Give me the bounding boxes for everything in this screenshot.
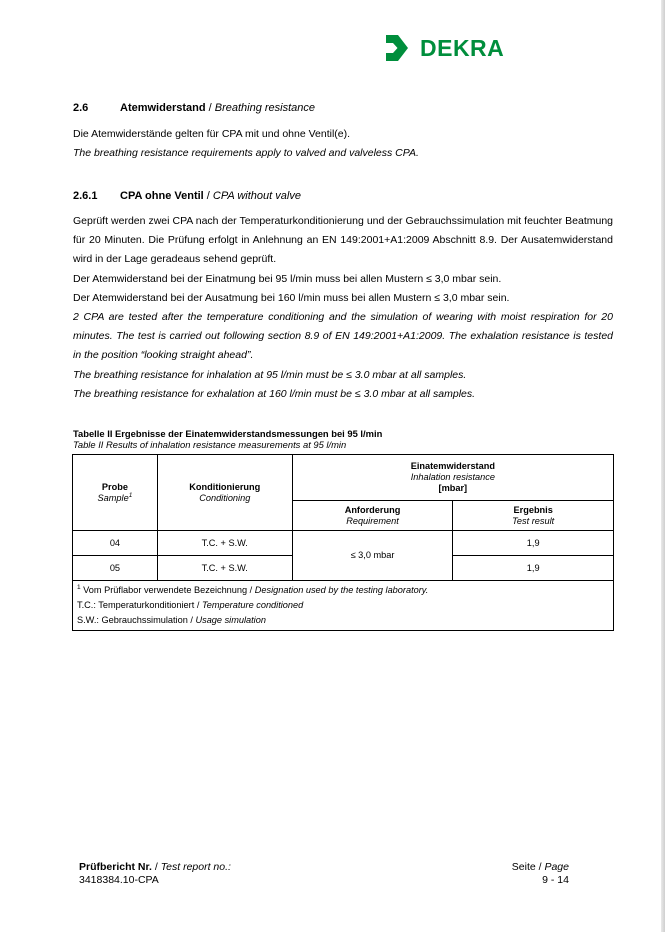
footer-page-info xyxy=(497,861,569,887)
note-usage xyxy=(77,613,609,628)
text-2-6-de: Die Atemwiderstände gelten für CPA mit und ohne Ventil(e). xyxy=(73,128,351,140)
table-caption xyxy=(73,428,382,450)
cell-requirement: ≤ 3,0 mbar xyxy=(292,531,453,581)
header-inhalation-resistance xyxy=(292,455,613,501)
header-requirement-en: Requirement xyxy=(346,515,399,526)
page-label-de: Seite xyxy=(511,861,536,873)
note-designation-en: Designation used by the testing laboratory. xyxy=(254,585,429,595)
title-separator: / xyxy=(203,190,213,202)
cell-result: 1,9 xyxy=(453,556,614,581)
paragraph-2-6-1-de: Geprüft werden zwei CPA nach der Temperaturkonditionierung und der Gebrauchssimulation mit feuchter Beatmung für 20 Minuten. Die Prüfung erfolgt in Anlehnung an EN 149:2001+A1:2009 Abschnitt 8.9. Der Ausatemwiderstand wird in der Lage geradeaus sehend geprüft. xyxy=(73,215,613,266)
section-title-de: CPA ohne Ventil xyxy=(120,190,204,202)
footer-page-label xyxy=(497,861,569,874)
cell-sample: 04 xyxy=(73,531,158,556)
line-exhalation-en: The breathing resistance for exhalation at 160 l/min must be ≤ 3.0 mbar at all samples. xyxy=(73,388,476,400)
note-temperature xyxy=(77,598,609,613)
title-separator: / xyxy=(205,102,215,114)
footer-report-info xyxy=(79,861,231,887)
page-edge-shadow xyxy=(661,0,665,932)
cell-conditioning: T.C. + S.W. xyxy=(157,556,292,581)
line-exhalation-de: Der Atemwiderstand bei der Ausatmung bei 160 l/min muss bei allen Mustern ≤ 3,0 mbar sein. xyxy=(73,292,510,304)
table-notes xyxy=(73,581,614,631)
header-requirement-de: Anforderung xyxy=(344,504,401,515)
header-result-en: Test result xyxy=(512,515,555,526)
section-title-de: Atemwiderstand xyxy=(120,102,206,114)
results-table xyxy=(72,454,614,631)
page-label-en: Page xyxy=(544,861,569,873)
header-requirement xyxy=(292,501,453,531)
page-separator: / xyxy=(535,861,545,873)
line-inhalation-de: Der Atemwiderstand bei der Einatmung bei 95 l/min muss bei allen Mustern ≤ 3,0 mbar sein. xyxy=(73,273,502,285)
note-usage-de: S.W.: Gebrauchssimulation / xyxy=(77,615,196,625)
note-temperature-de: T.C.: Temperaturkonditioniert / xyxy=(77,600,202,610)
table-row xyxy=(73,531,614,556)
page-number: 9 - 14 xyxy=(542,874,569,886)
report-label-de: Prüfbericht Nr. xyxy=(79,861,152,873)
table-notes-row xyxy=(73,581,614,631)
table-caption-en: Table II Results of inhalation resistance measurements at 95 l/min xyxy=(73,439,347,450)
note-designation xyxy=(77,583,609,598)
table-header-row-1 xyxy=(73,455,614,501)
header-probe-en xyxy=(77,493,153,504)
line-inhalation-en: The breathing resistance for inhalation at 95 l/min must be ≤ 3.0 mbar at all samples. xyxy=(73,369,467,381)
header-probe-en-text: Sample xyxy=(97,492,129,503)
table-caption-de: Tabelle II Ergebnisse der Einatemwiderstandsmessungen bei 95 l/min xyxy=(73,428,383,439)
note-temperature-en: Temperature conditioned xyxy=(201,600,304,610)
footnote-marker: 1 xyxy=(128,491,133,499)
dekra-logo xyxy=(384,33,504,63)
section-number: 2.6.1 xyxy=(73,190,98,202)
header-group-en: Inhalation resistance xyxy=(410,472,495,482)
cell-sample: 05 xyxy=(73,556,158,581)
note-usage-en: Usage simulation xyxy=(195,615,266,625)
header-group-unit: [mbar] xyxy=(438,483,468,493)
report-separator: / xyxy=(151,861,161,873)
cell-result: 1,9 xyxy=(453,531,614,556)
header-group-de: Einatemwiderstand xyxy=(410,461,495,471)
section-title-en: Breathing resistance xyxy=(214,102,316,114)
text-2-6-en: The breathing resistance requirements apply to valved and valveless CPA. xyxy=(73,147,419,159)
header-probe xyxy=(73,455,158,531)
section-title-en: CPA without valve xyxy=(212,190,301,202)
header-result xyxy=(453,501,614,531)
header-result-de: Ergebnis xyxy=(513,504,553,515)
header-probe-de: Probe xyxy=(101,481,128,492)
dekra-chevron-icon xyxy=(384,33,410,63)
header-conditioning-en: Conditioning xyxy=(199,492,251,503)
report-number: 3418384.10-CPA xyxy=(79,874,159,886)
dekra-logo-text: DEKRA xyxy=(420,34,505,61)
header-conditioning xyxy=(157,455,292,531)
header-conditioning-de: Konditionierung xyxy=(189,481,261,492)
paragraph-2-6-1-en: 2 CPA are tested after the temperature conditioning and the simulation of wearing with moist respiration for 20 minutes. The test is carried out following section 8.9 of EN 149:2001+A1:2009. The exhalation resistance is tested in the position “looking straight ahead”. xyxy=(73,311,613,362)
report-label-en: Test report no.: xyxy=(160,861,231,873)
section-number: 2.6 xyxy=(73,102,89,114)
footnote-marker: 1 xyxy=(77,583,81,591)
cell-conditioning: T.C. + S.W. xyxy=(157,531,292,556)
footer-report-label xyxy=(79,861,231,874)
note-designation-de: Vom Prüflabor verwendete Bezeichnung / xyxy=(80,585,255,595)
